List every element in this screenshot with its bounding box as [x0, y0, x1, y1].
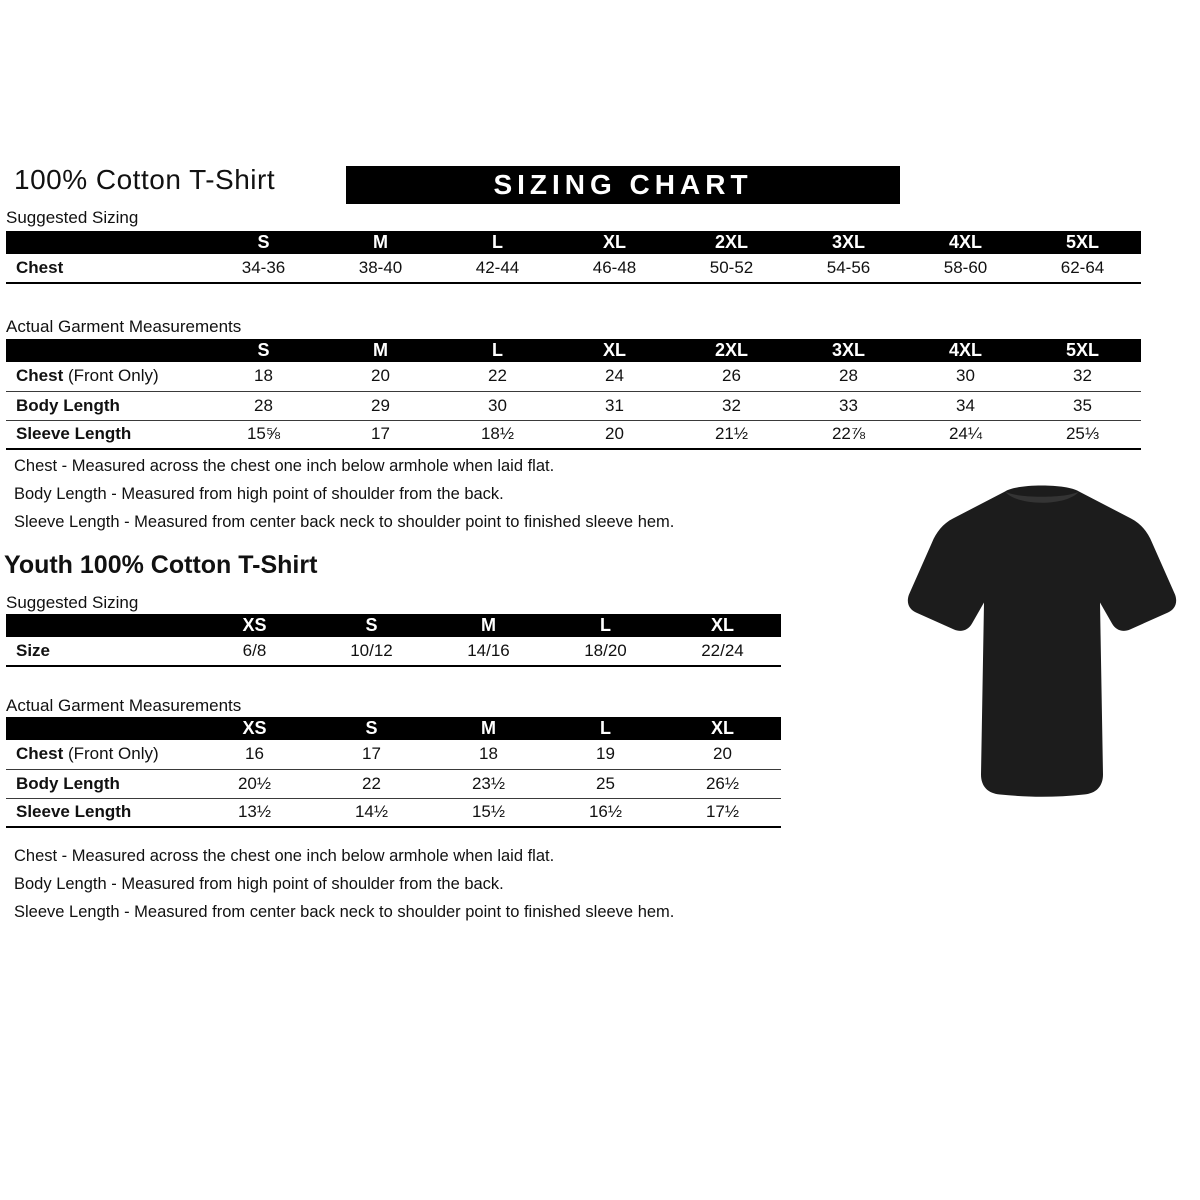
column-header: 4XL	[907, 231, 1024, 254]
cell: 62-64	[1060, 258, 1105, 277]
note-line: Sleeve Length - Measured from center back neck to shoulder point to finished sleeve hem.	[14, 903, 675, 921]
table-header-row	[6, 339, 1141, 362]
table-row	[6, 637, 781, 666]
column-header: 5XL	[1024, 339, 1141, 362]
cell: 16½	[588, 802, 623, 822]
youth-actual-measurements-label: Actual Garment Measurements	[6, 696, 242, 715]
cell: 38-40	[358, 258, 403, 277]
column-header: L	[439, 339, 556, 362]
table-header-row	[6, 231, 1141, 254]
cell: 6/8	[242, 641, 267, 660]
cell: 29	[371, 395, 390, 415]
cell: 34-36	[241, 258, 286, 277]
adult-actual-measurements-table	[6, 339, 1141, 450]
row-label: Sleeve Length	[16, 802, 132, 822]
column-header: 3XL	[790, 231, 907, 254]
header-spacer	[6, 231, 205, 254]
note-line: Body Length - Measured from high point of shoulder from the back.	[14, 875, 504, 893]
cell: 50-52	[709, 258, 754, 277]
cell: 19	[596, 744, 615, 764]
cell: 13½	[237, 802, 272, 822]
youth-section-title: Youth 100% Cotton T-Shirt	[4, 551, 318, 579]
table-header-row	[6, 614, 781, 637]
table-header-row	[6, 717, 781, 740]
cell: 26½	[705, 773, 740, 793]
cell: 20½	[237, 773, 272, 793]
page-title: 100% Cotton T-Shirt	[14, 164, 276, 195]
column-header: 4XL	[907, 339, 1024, 362]
tshirt-image	[890, 474, 1195, 819]
column-header: XS	[196, 614, 313, 637]
cell: 22⅞	[831, 424, 866, 444]
tshirt-graphic	[890, 474, 1195, 819]
note-line: Sleeve Length - Measured from center back neck to shoulder point to finished sleeve hem.	[14, 513, 675, 531]
column-header: XL	[664, 717, 781, 740]
cell: 17	[362, 744, 381, 764]
cell: 22/24	[701, 641, 744, 660]
note-line: Chest - Measured across the chest one inch below armhole when laid flat.	[14, 847, 555, 865]
cell: 17	[371, 424, 390, 444]
note-line: Chest - Measured across the chest one inch below armhole when laid flat.	[14, 457, 555, 475]
row-label: Sleeve Length	[16, 424, 132, 444]
youth-suggested-sizing-table	[6, 614, 781, 667]
column-header: M	[322, 231, 439, 254]
cell: 25	[596, 773, 615, 793]
cell: 14/16	[467, 641, 510, 660]
cell: 10/12	[350, 641, 393, 660]
column-header: L	[439, 231, 556, 254]
table-row	[6, 254, 1141, 283]
cell: 20	[605, 424, 624, 444]
adult-suggested-sizing-table	[6, 231, 1141, 284]
table-row	[6, 798, 781, 827]
cell: 18½	[480, 424, 515, 444]
header-spacer	[6, 339, 205, 362]
row-label: Chest (Front Only)	[16, 366, 159, 386]
cell: 30	[488, 395, 507, 415]
column-header: 5XL	[1024, 231, 1141, 254]
column-header: S	[313, 614, 430, 637]
column-header: L	[547, 614, 664, 637]
column-header: XS	[196, 717, 313, 740]
column-header: XL	[556, 231, 673, 254]
table-row	[6, 769, 781, 798]
column-header: S	[205, 339, 322, 362]
cell: 58-60	[943, 258, 988, 277]
cell: 18/20	[584, 641, 627, 660]
cell: 18	[479, 744, 498, 764]
column-header: 3XL	[790, 339, 907, 362]
cell: 15½	[471, 802, 506, 822]
cell: 14½	[354, 802, 389, 822]
cell: 30	[956, 366, 975, 386]
adult-actual-measurements-label: Actual Garment Measurements	[6, 317, 242, 336]
youth-actual-measurements-table	[6, 717, 781, 828]
cell: 24	[605, 366, 624, 386]
cell: 16	[245, 744, 264, 764]
adult-suggested-sizing-label: Suggested Sizing	[6, 208, 139, 227]
column-header: M	[322, 339, 439, 362]
cell: 26	[722, 366, 741, 386]
table-row	[6, 740, 781, 769]
column-header: L	[547, 717, 664, 740]
sizing-chart-banner: SIZING CHART	[346, 166, 900, 204]
cell: 15⅝	[246, 424, 281, 444]
cell: 54-56	[826, 258, 871, 277]
cell: 46-48	[592, 258, 637, 277]
table-row	[6, 420, 1141, 449]
tshirt-body	[908, 486, 1176, 797]
cell: 17½	[705, 802, 740, 822]
column-header: XL	[664, 614, 781, 637]
cell: 28	[254, 395, 273, 415]
adult-measurement-notes	[14, 457, 674, 541]
cell: 34	[956, 395, 975, 415]
header-spacer	[6, 614, 196, 637]
column-header: 2XL	[673, 339, 790, 362]
column-header: 2XL	[673, 231, 790, 254]
cell: 25⅓	[1065, 424, 1100, 444]
cell: 18	[254, 366, 273, 386]
cell: 33	[839, 395, 858, 415]
column-header: M	[430, 614, 547, 637]
cell: 22	[488, 366, 507, 386]
cell: 42-44	[475, 258, 520, 277]
column-header: XL	[556, 339, 673, 362]
cell: 32	[1073, 366, 1092, 386]
cell: 21½	[714, 424, 749, 444]
row-label: Body Length	[16, 773, 120, 793]
cell: 31	[605, 395, 624, 415]
row-label: Size	[16, 641, 51, 660]
youth-suggested-sizing-label: Suggested Sizing	[6, 593, 139, 612]
column-header: S	[205, 231, 322, 254]
table-row	[6, 391, 1141, 420]
cell: 20	[371, 366, 390, 386]
row-label: Chest (Front Only)	[16, 744, 159, 764]
note-line: Body Length - Measured from high point of shoulder from the back.	[14, 485, 504, 503]
cell: 23½	[471, 773, 506, 793]
table-row	[6, 362, 1141, 391]
cell: 28	[839, 366, 858, 386]
cell: 35	[1073, 395, 1092, 415]
row-label: Chest	[16, 258, 64, 277]
cell: 32	[722, 395, 741, 415]
row-label: Body Length	[16, 395, 120, 415]
youth-measurement-notes	[14, 847, 674, 931]
column-header: M	[430, 717, 547, 740]
cell: 24¼	[948, 424, 983, 444]
column-header: S	[313, 717, 430, 740]
cell: 20	[713, 744, 732, 764]
cell: 22	[362, 773, 381, 793]
header-spacer	[6, 717, 196, 740]
